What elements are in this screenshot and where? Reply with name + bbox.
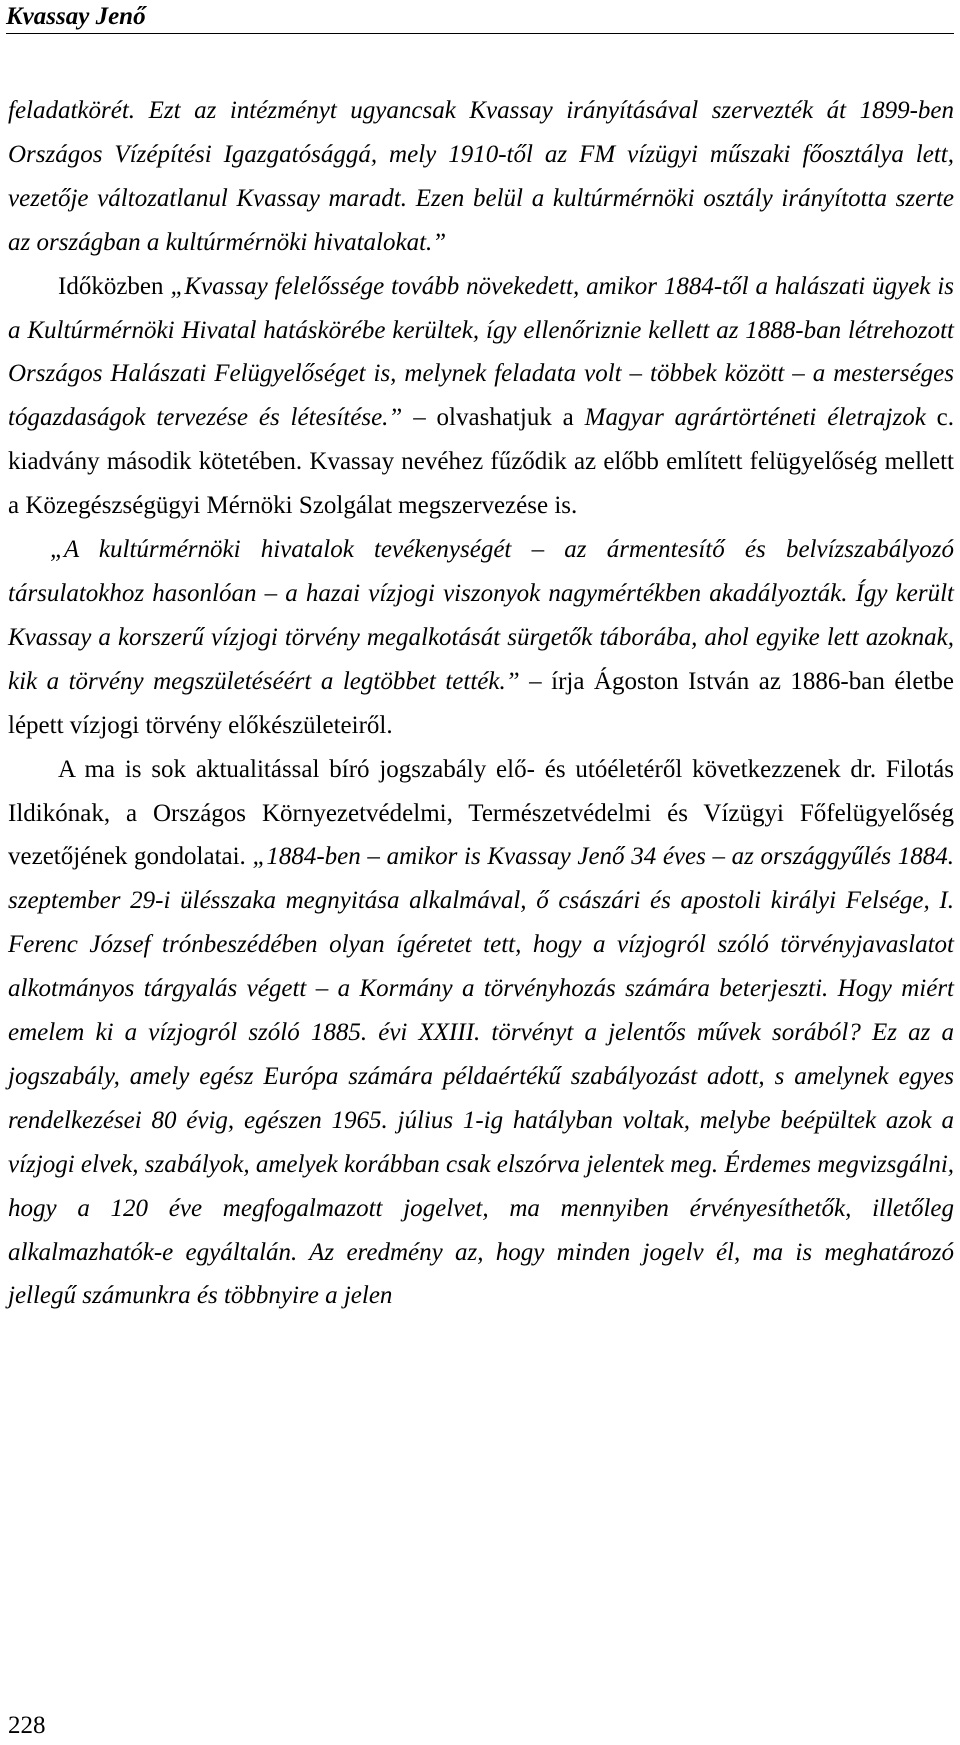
page-number: 228	[8, 1712, 46, 1739]
quotation: „A kultúrmérnöki hivatalok tevékenységét – az ármentesítő és belvízszabályozó társulatokhoz hasonlóan – a hazai vízjogi viszonyok nagymértékben akadályozták. Így került Kvassay a korszerű vízjogi törvény megalkotását sürgetők táborába, ahol egyike lett azoknak, kik a törvény megszületéséért a legtöbbet tették.”	[8, 536, 954, 695]
paragraph-text: – olvashatjuk a	[402, 404, 585, 432]
paragraph-text: – írja Ágoston István az 1886-ban életbe lépett vízjogi törvény előkészületeiről.	[8, 667, 954, 739]
paragraph-2	[8, 265, 954, 528]
paragraph-lead: A ma is sok aktualitással bíró jogszabály elő- és utóéletéről következzenek dr. Filotás Ildikónak, a Országos Környezetvédelmi, Természetvédelmi és Vízügyi Főfelügyelőség vezetőjének gondolatai.	[8, 755, 954, 871]
paragraph-text: c. kiadvány második kötetében. Kvassay nevéhez fűződik az előbb említett felügyelőség mellett a Közegészségügyi Mérnöki Szolgálat megszervezése is.	[8, 404, 955, 520]
source-title: Magyar agrártörténeti életrajzok	[584, 404, 926, 432]
body-text	[8, 89, 954, 1318]
paragraph-3	[8, 528, 954, 748]
quotation: „1884-ben – amikor is Kvassay Jenő 34 éves – az országgyűlés 1884. szeptember 29-i ülésszaka megnyitása alkalmával, ő császári és apostoli királyi Felsége, I. Ferenc József trónbeszédében olyan ígéretet tett, hogy a vízjogról szóló törvényjavaslatot alkotmányos tárgyalás végett – a Kormány a törvényhozás számára beterjeszti. Hogy miért emelem ki a vízjogról szóló 1885. évi XXIII. törvényt a jelentős művek sorából? Ez az a jogszabály, amely egész Európa számára példaértékű szabályozást adott, s amelynek egyes rendelkezései 80 évig, egészen 1965. július 1-ig hatályban voltak, melybe beépültek azok a vízjogi elvek, szabályok, amelyek korábban csak elszórva jelentek meg. Érdemes megvizsgálni, hogy a 120 éve megfogalmazott jogelvet, ma mennyiben érvényesíthetők, illetőleg alkalmazhatók-e egyáltalán. Az eredmény az, hogy minden jogelv él, ma is meghatározó jellegű számunkra és többnyire a jelen	[8, 843, 955, 1310]
paragraph-lead: Időközben	[58, 272, 171, 300]
running-header-title: Kvassay Jenő	[6, 3, 146, 30]
quotation: „Kvassay felelőssége tovább növekedett, amikor 1884-től a halászati ügyek is a Kultúrmérnöki Hivatal hatáskörébe kerültek, így ellenőriznie kellett az 1888-ban létrehozott Országos Halászati Felügyelőséget is, melynek feladata volt – többek között – a mesterséges tógazdaságok tervezése és létesítése.”	[8, 272, 954, 432]
paragraph-4	[8, 748, 954, 1319]
paragraph-1	[8, 89, 954, 265]
quotation: feladatkörét. Ezt az intézményt ugyancsak Kvassay irányításával szervezték át 1899-ben Országos Vízépítési Igazgatósággá, mely 1910-től az FM vízügyi műszaki főosztálya lett, vezetője változatlanul Kvassay maradt. Ezen belül a kultúrmérnöki osztály irányította szerte az országban a kultúrmérnöki hivatalokat.”	[8, 97, 954, 256]
header-rule	[6, 33, 954, 34]
